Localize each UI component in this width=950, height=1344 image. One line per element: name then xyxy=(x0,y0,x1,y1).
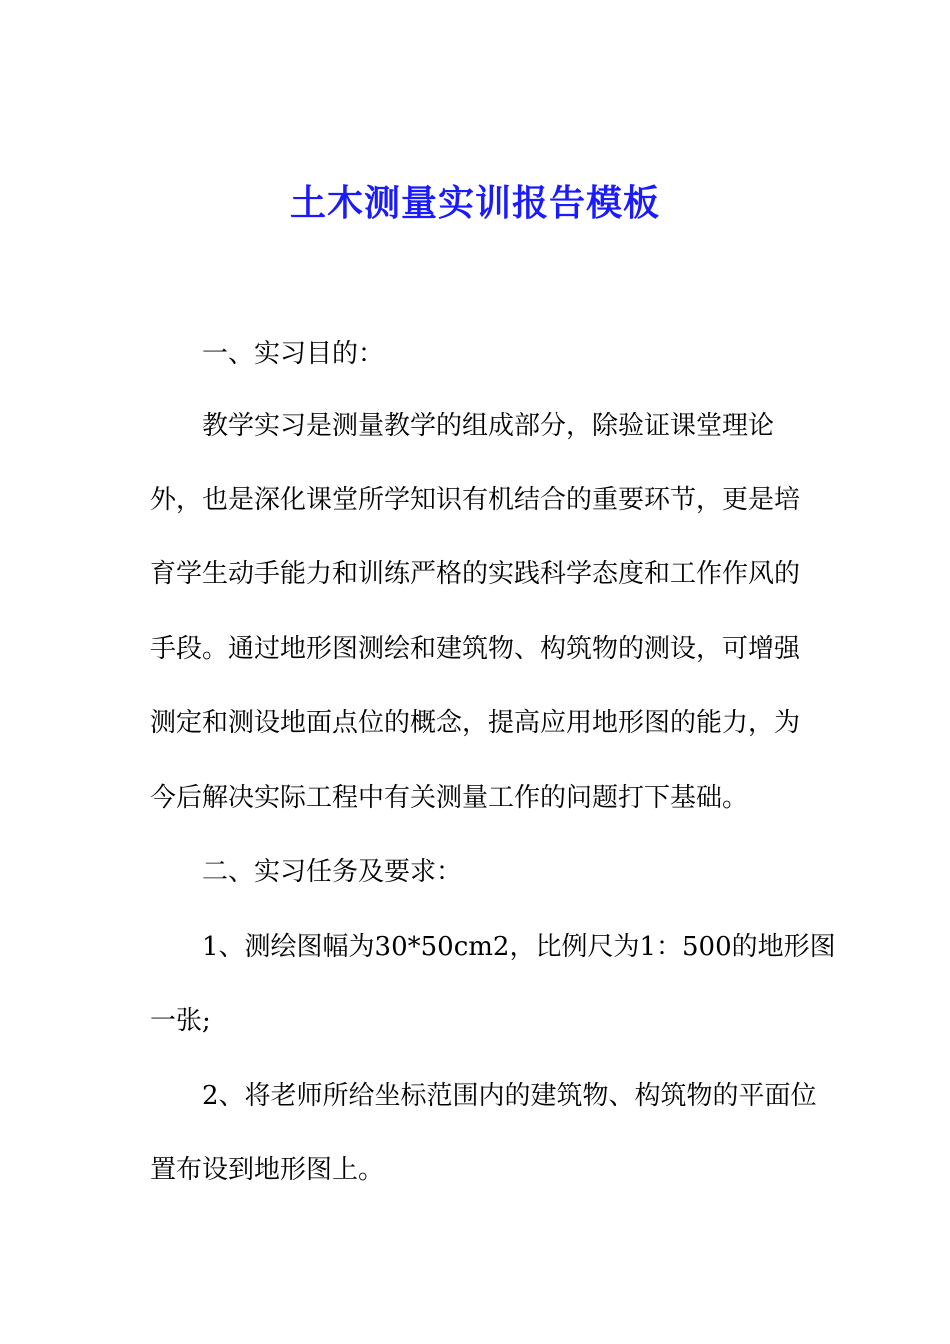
paragraph-line: 手段。通过地形图测绘和建筑物、构筑物的测设，可增强 xyxy=(150,634,801,664)
paragraph-line: 今后解决实际工程中有关测量工作的问题打下基础。 xyxy=(150,783,749,813)
paragraph-line: 外，也是深化课堂所学知识有机结合的重要环节，更是培 xyxy=(150,485,801,515)
section-heading-tasks: 二、实习任务及要求： xyxy=(202,857,463,887)
task-item-line: 2、将老师所给坐标范围内的建筑物、构筑物的平面位 xyxy=(202,1081,817,1111)
task-item-line: 1、测绘图幅为30*50cm2，比例尺为1：500的地形图 xyxy=(202,932,836,962)
task-item-line: 置布设到地形图上。 xyxy=(150,1155,385,1185)
paragraph-line: 测定和测设地面点位的概念，提高应用地形图的能力，为 xyxy=(150,708,801,738)
paragraph-line: 育学生动手能力和训练严格的实践科学态度和工作作风的 xyxy=(150,559,801,589)
section-heading-purpose: 一、实习目的： xyxy=(202,339,385,369)
document-title: 土木测量实训报告模板 xyxy=(289,183,660,224)
task-item-line: 一张; xyxy=(150,1006,211,1036)
paragraph-line: 教学实习是测量教学的组成部分，除验证课堂理论 xyxy=(202,411,775,441)
